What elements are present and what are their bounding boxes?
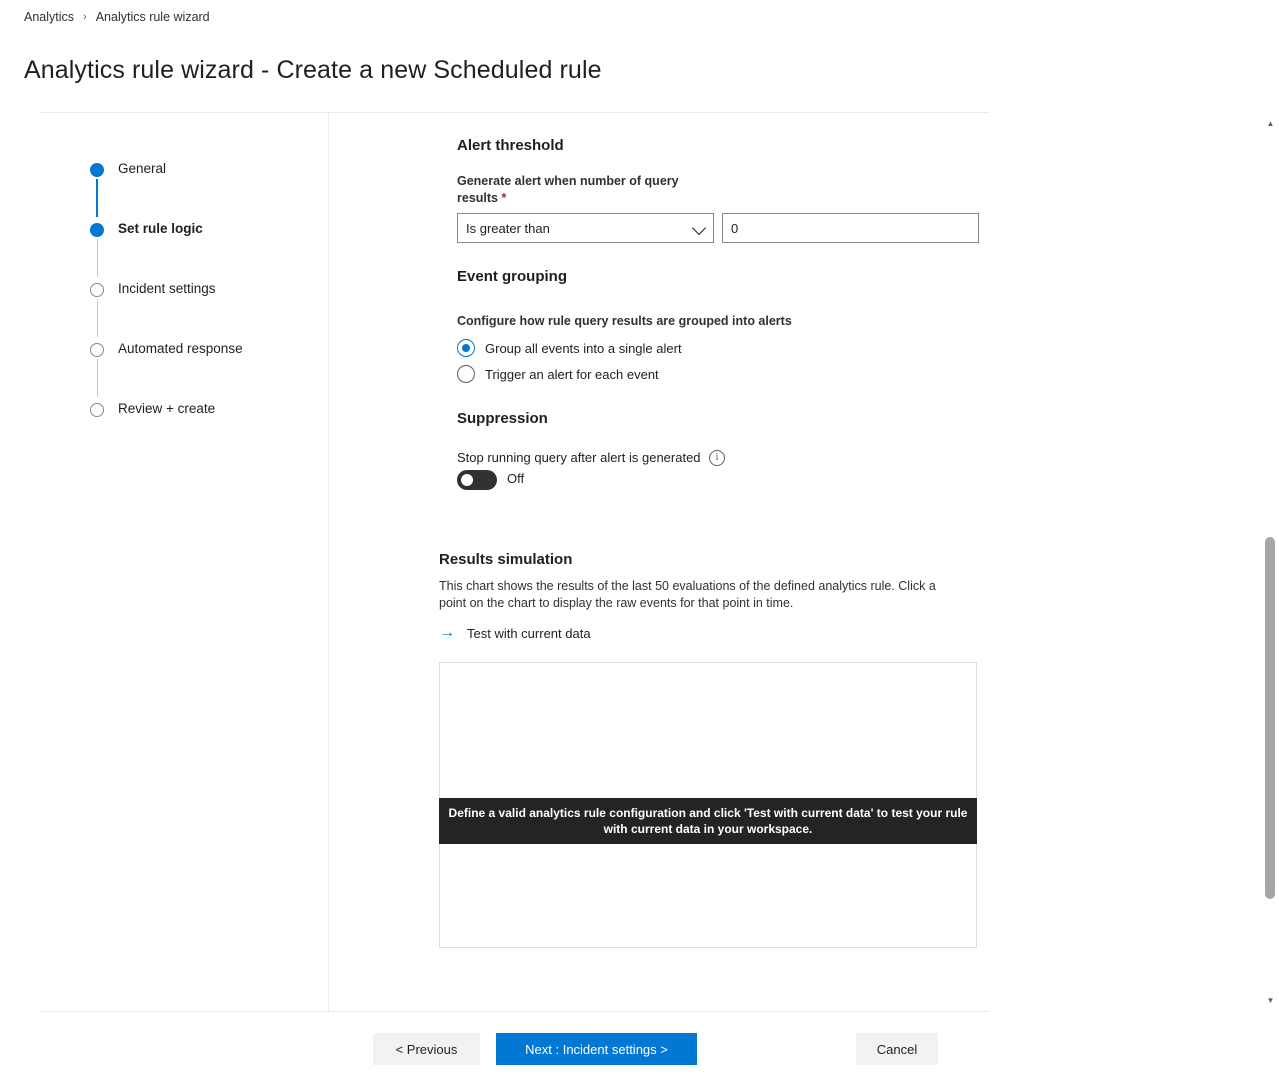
wizard-steps [90, 158, 243, 458]
rule-logic-pane-inner [329, 113, 969, 1011]
wizard-step-incident-settings[interactable] [90, 278, 243, 338]
pane-scrollbar[interactable] [1262, 113, 1279, 1011]
arrow-right-icon: → [439, 624, 455, 641]
threshold-value-input[interactable] [722, 213, 979, 243]
breadcrumb-item-analytics-rule-wizard[interactable]: Analytics rule wizard [95, 10, 210, 24]
scroll-up-arrow-icon[interactable]: ▲ [1266, 119, 1275, 128]
suppression-heading: Suppression [457, 410, 548, 427]
scroll-down-arrow-icon[interactable]: ▼ [1266, 996, 1275, 1005]
content-frame [40, 113, 1275, 1011]
next-incident-settings-button[interactable]: Next : Incident settings > [496, 1033, 697, 1065]
test-with-current-data-link[interactable] [439, 625, 591, 641]
wizard-step-general[interactable] [90, 158, 243, 218]
chevron-down-icon [692, 221, 706, 235]
previous-button[interactable]: < Previous [373, 1033, 480, 1065]
radio-label: Trigger an alert for each event [485, 366, 659, 382]
step-connector [96, 179, 98, 217]
wizard-step-label: Automated response [118, 341, 243, 356]
breadcrumb-separator-icon: › [83, 11, 87, 23]
step-dot-icon [90, 343, 104, 357]
scrollbar-thumb[interactable] [1265, 537, 1275, 899]
step-connector [97, 299, 98, 337]
suppression-description: Stop running query after alert is generated [457, 450, 701, 465]
results-simulation-heading: Results simulation [439, 551, 573, 568]
toggle-knob [461, 474, 473, 486]
step-dot-icon [90, 163, 104, 177]
alert-threshold-field-label [457, 173, 707, 207]
step-dot-icon [90, 283, 104, 297]
footer-divider [40, 1011, 990, 1012]
wizard-step-label: Incident settings [118, 281, 216, 296]
rule-logic-pane [329, 113, 1275, 1011]
page-title: Analytics rule wizard - Create a new Scheduled rule [24, 56, 602, 84]
wizard-step-automated-response[interactable] [90, 338, 243, 398]
suppression-toggle-state: Off [507, 471, 525, 486]
alert-threshold-field-label-text: Generate alert when number of query results [457, 174, 679, 205]
wizard-step-review-create[interactable] [90, 398, 243, 458]
test-with-current-data-label: Test with current data [467, 625, 591, 641]
step-connector [97, 239, 98, 277]
step-dot-icon [90, 403, 104, 417]
event-grouping-description: Configure how rule query results are grouped into alerts [457, 314, 792, 328]
wizard-step-label: Review + create [118, 401, 216, 416]
chart-empty-message: Define a valid analytics rule configuration and click 'Test with current data' to test your rule with current data in your workspace. [439, 798, 977, 844]
step-dot-icon [90, 223, 104, 237]
radio-unselected-icon [457, 365, 475, 383]
suppression-toggle[interactable] [457, 470, 497, 490]
radio-label: Group all events into a single alert [485, 340, 682, 356]
cancel-button[interactable]: Cancel [856, 1033, 938, 1065]
event-grouping-heading: Event grouping [457, 268, 567, 285]
info-icon[interactable]: i [709, 450, 725, 466]
wizard-steps-column [40, 113, 329, 1011]
threshold-operator-select[interactable] [457, 213, 714, 243]
breadcrumb-item-analytics[interactable]: Analytics [24, 10, 75, 24]
radio-trigger-each-event[interactable] [457, 365, 659, 383]
radio-group-all-events[interactable] [457, 339, 682, 357]
breadcrumb [24, 10, 210, 24]
threshold-operator-value: Is greater than [466, 220, 550, 236]
results-simulation-description: This chart shows the results of the last 50 evaluations of the defined analytics rule. Click a point on the chart to display the raw events for that point in time. [439, 579, 936, 610]
wizard-step-label: Set rule logic [118, 221, 203, 236]
wizard-step-set-rule-logic[interactable] [90, 218, 243, 278]
required-marker: * [501, 191, 507, 205]
alert-threshold-heading: Alert threshold [457, 137, 564, 154]
radio-selected-icon [457, 339, 475, 357]
wizard-step-label: General [118, 161, 167, 176]
step-connector [97, 359, 98, 397]
